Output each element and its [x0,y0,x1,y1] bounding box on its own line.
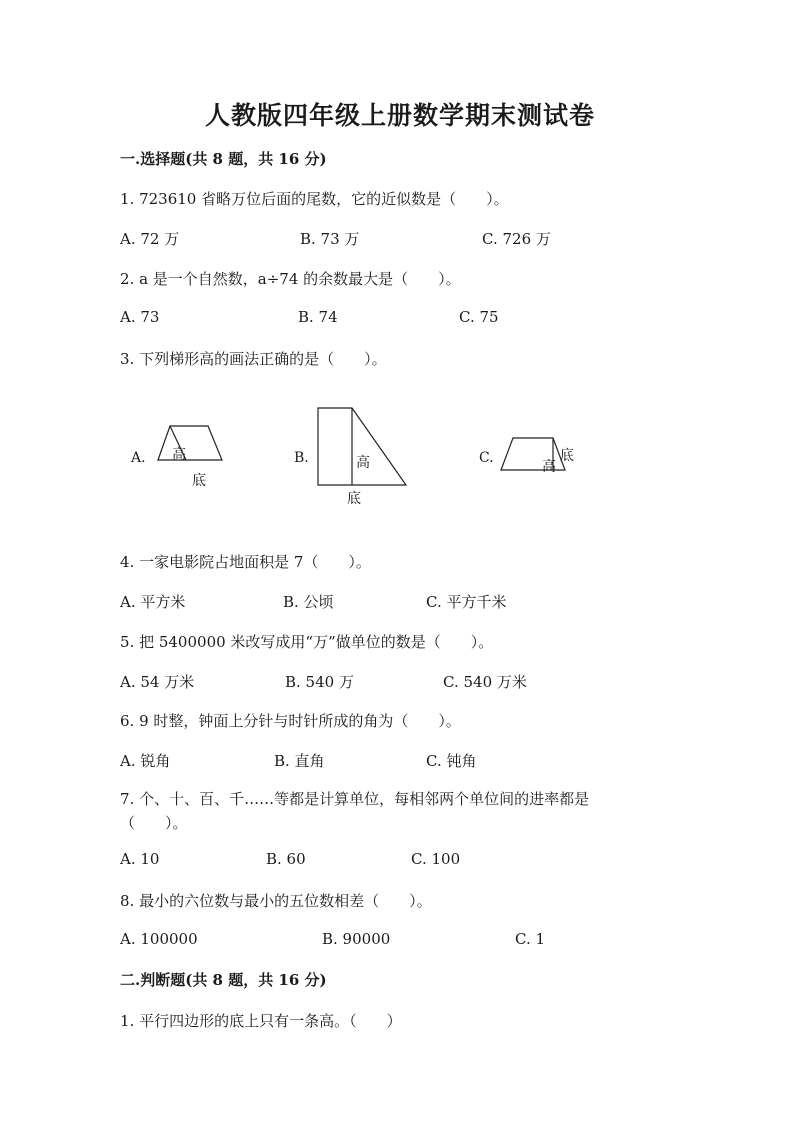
q8-option-c: C. 1 [515,930,546,948]
figure-c-height-label: 高 [542,459,556,475]
section-heading-judgement: 二.判断题(共 8 题，共 16 分) [120,971,327,989]
q1-option-b: B. 73 万 [300,230,360,248]
q2-option-a: A. 73 [120,308,160,326]
q2-option-b: B. 74 [298,308,338,326]
question-2: 2. a 是一个自然数，a÷74 的余数最大是（ ）。 [120,270,461,288]
q6-option-c: C. 钝角 [426,752,477,770]
section-heading-choice: 一.选择题(共 8 题，共 16 分) [120,150,327,168]
q7-option-c: C. 100 [411,850,461,868]
figure-a-trapezoid [150,420,230,465]
question-6: 6. 9 时整，钟面上分针与时针所成的角为（ ）。 [120,712,461,730]
question-5: 5. 把 5400000 米改写成用“万”做单位的数是（ ）。 [120,633,494,651]
q1-option-c: C. 726 万 [482,230,551,248]
figure-c-base-label: 底 [560,448,574,464]
q5-option-c: C. 540 万米 [443,673,527,691]
q8-option-a: A. 100000 [120,930,198,948]
page-title: 人教版四年级上册数学期末测试卷 [204,101,595,130]
question-8: 8. 最小的六位数与最小的五位数相差（ ）。 [120,892,432,910]
figure-a-base-label: 底 [192,473,206,489]
q2-option-c: C. 75 [459,308,499,326]
q5-option-b: B. 540 万 [285,673,354,691]
figure-b-base-label: 底 [347,491,361,507]
question-1: 1. 723610 省略万位后面的尾数，它的近似数是（ ）。 [120,190,509,208]
q4-option-a: A. 平方米 [120,593,186,611]
judgement-1: 1. 平行四边形的底上只有一条高。（ ） [120,1012,402,1030]
q4-option-b: B. 公顷 [283,593,334,611]
figure-c-letter: C. [479,450,494,466]
figure-b-height-label: 高 [356,455,370,471]
q7-option-b: B. 60 [266,850,306,868]
figure-b-letter: B. [294,450,309,466]
figure-b-trapezoid [310,400,415,492]
q1-option-a: A. 72 万 [120,230,180,248]
q7-option-a: A. 10 [120,850,160,868]
question-3: 3. 下列梯形高的画法正确的是（ ）。 [120,350,387,368]
figure-a-height-label: 高 [172,447,186,463]
question-4: 4. 一家电影院占地面积是 7（ ）。 [120,553,371,571]
q6-option-b: B. 直角 [274,752,325,770]
question-7: 7. 个、十、百、千……等都是计算单位，每相邻两个单位间的进率都是（ ）。 [120,790,590,832]
q4-option-c: C. 平方千米 [426,593,507,611]
figure-a-letter: A. [131,450,146,466]
q5-option-a: A. 54 万米 [120,673,195,691]
q6-option-a: A. 锐角 [120,752,171,770]
q8-option-b: B. 90000 [322,930,391,948]
